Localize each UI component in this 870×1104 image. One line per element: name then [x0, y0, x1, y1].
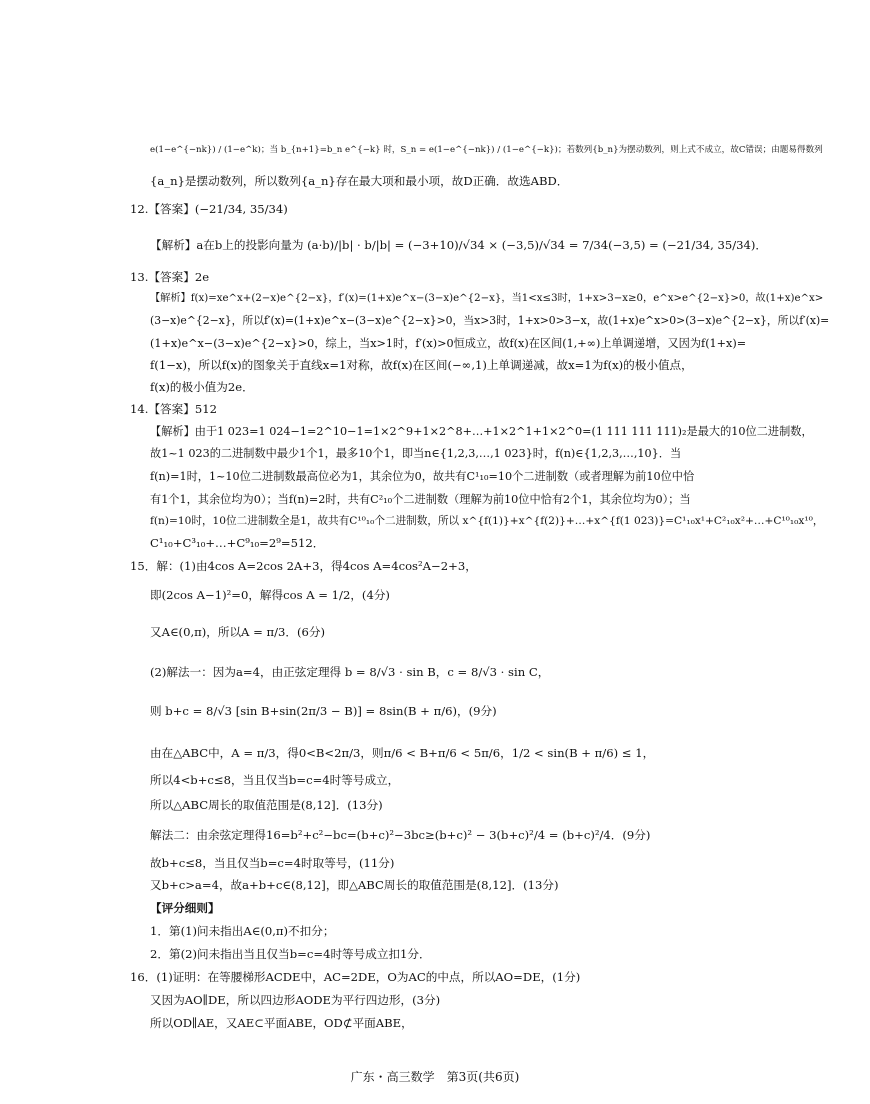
text-line: (2)解法一：因为a=4，由正弦定理得 b = 8/√3 · sin B，c = 8/√3 · sin C， [150, 665, 550, 679]
text-line: 又b+c>a=4，故a+b+c∈(8,12]，即△ABC周长的取值范围是(8,12]．(13分) [150, 878, 559, 892]
text-line: 【解析】a在b上的投影向量为 (a·b)/|b| · b/|b| = (−3+10)/√34 × (−3,5)/√34 = 7/34(−3,5) = (−21/34, 35/34)． [150, 238, 767, 252]
text-line: 1．第(1)问未指出A∈(0,π)不扣分； [150, 924, 335, 938]
text-line: 【解析】由于1 023=1 024−1=2^10−1=1×2^9+1×2^8+…+1×2^1+1×2^0=(1 111 111 111)₂是最大的10位二进制数， [150, 425, 813, 438]
text-line: 所以4<b+c≤8，当且仅当b=c=4时等号成立， [150, 773, 400, 787]
text-line: 又A∈(0,π)，所以A = π/3．(6分) [150, 625, 326, 639]
scoring-rules-heading: 【评分细则】 [150, 901, 220, 915]
text-line: 14.【答案】512 [130, 402, 217, 416]
text-line: f(n)=10时，10位二进制数全是1，故共有C¹⁰₁₀个二进制数，所以 x^{f(1)}+x^{f(2)}+…+x^{f(1 023)}=C¹₁₀x¹+C²₁₀x²+…+C¹⁰₁₀x¹⁰， [150, 515, 824, 527]
text-line: (3−x)e^{2−x}，所以f′(x)=(1+x)e^x−(3−x)e^{2−x}>0，当x>3时，1+x>0>3−x，故(1+x)e^x>0>(3−x)e^{2−x}，所以f′(x)= [150, 314, 830, 327]
text-line: 12.【答案】(−21/34, 35/34) [130, 202, 288, 216]
text-line: 所以△ABC周长的取值范围是(8,12]．(13分) [150, 798, 383, 812]
text-line: 则 b+c = 8/√3 [sin B+sin(2π/3 − B)] = 8sin(B + π/6)，(9分) [150, 704, 497, 718]
text-line: f(1−x)，所以f(x)的图象关于直线x=1对称，故f(x)在区间(−∞,1)上单调递减，故x=1为f(x)的极小值点， [150, 358, 693, 372]
text-line: (1+x)e^x−(3−x)e^{2−x}>0，综上，当x>1时，f′(x)>0恒成立，故f(x)在区间(1,+∞)上单调递增，又因为f(1+x)= [150, 337, 747, 350]
text-line: 2．第(2)问未指出当且仅当b=c=4时等号成立扣1分． [150, 947, 431, 961]
text-line: C¹₁₀+C³₁₀+…+C⁹₁₀=2⁹=512． [150, 536, 325, 550]
text-line: 解法二：由余弦定理得16=b²+c²−bc=(b+c)²−3bc≥(b+c)² − 3(b+c)²/4 = (b+c)²/4．(9分) [150, 828, 651, 842]
text-line: {a_n}是摆动数列，所以数列{a_n}存在最大项和最小项，故D正确．故选ABD． [150, 174, 569, 188]
text-line: 所以OD∥AE，又AE⊂平面ABE，OD⊄平面ABE， [150, 1016, 413, 1030]
text-line: f(x)的极小值为2e． [150, 380, 254, 394]
text-line: 由在△ABC中，A = π/3，得0<B<2π/3，则π/6 < B+π/6 < 5π/6，1/2 < sin(B + π/6) ≤ 1， [150, 746, 655, 760]
page-footer: 广东・高三数学 第3页(共6页) [350, 1070, 520, 1084]
text-line: 又因为AO∥DE，所以四边形AODE为平行四边形，(3分) [150, 993, 441, 1007]
text-line: f(n)=1时，1~10位二进制数最高位必为1，其余位为0，故共有C¹₁₀=10个二进制数（或者理解为前10位中恰 [150, 470, 695, 483]
text-line: e(1−e^{−nk}) / (1−e^k)；当 b_{n+1}=b_n e^{−k} 时，S_n = e(1−e^{−nk}) / (1−e^{−k})；若数列{b_n}为摆动数列，则上式不成立，故C错误；由题易得数列 [150, 145, 823, 155]
text-line: 即(2cos A−1)²=0，解得cos A = 1/2，(4分) [150, 588, 390, 602]
text-line: 13.【答案】2e [130, 270, 210, 284]
text-line: 有1个1，其余位均为0）；当f(n)=2时，共有C²₁₀个二进制数（理解为前10位中恰有2个1，其余位均为0）；当 [150, 493, 691, 506]
text-line: 【解析】f(x)=xe^x+(2−x)e^{2−x}，f′(x)=(1+x)e^x−(3−x)e^{2−x}，当1<x≤3时，1+x>3−x≥0，e^x>e^{2−x}>0，故(1+x)e^x> [150, 293, 824, 304]
text-line: 故1~1 023的二进制数中最少1个1，最多10个1，即当n∈{1,2,3,…,1 023}时，f(n)∈{1,2,3,…,10}．当 [150, 447, 682, 460]
text-line: 16．(1)证明：在等腰梯形ACDE中，AC=2DE，O为AC的中点，所以AO=DE，(1分) [130, 970, 581, 984]
text-line: 15．解：(1)由4cos A=2cos 2A+3，得4cos A=4cos²A−2+3， [130, 559, 477, 573]
text-line: 故b+c≤8，当且仅当b=c=4时取等号，(11分) [150, 856, 395, 870]
